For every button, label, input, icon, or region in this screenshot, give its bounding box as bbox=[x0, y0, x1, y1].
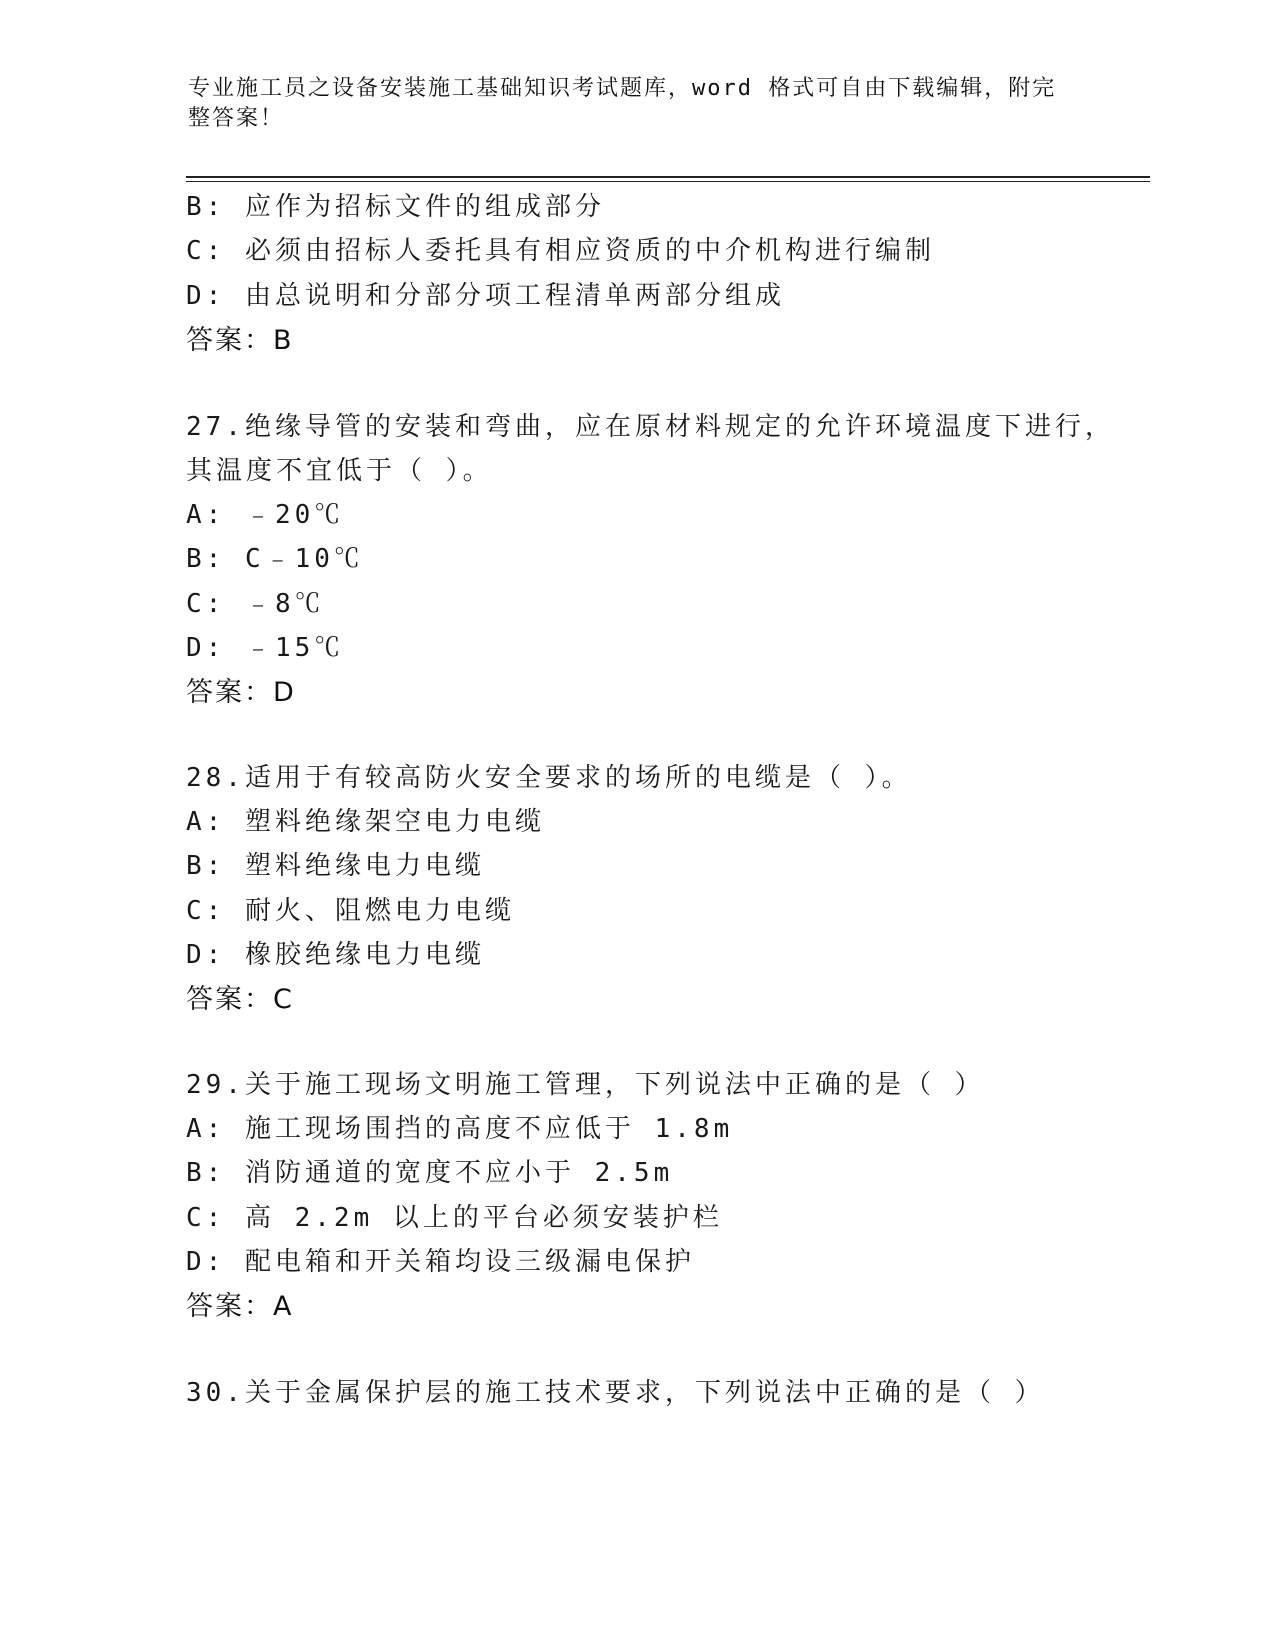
q27-stem-line1: 27.绝缘导管的安装和弯曲，应在原材料规定的允许环境温度下进行， bbox=[186, 412, 1115, 442]
q27-option-b: B: C﹣10℃ bbox=[186, 544, 364, 574]
q30-stem: 30.关于金属保护层的施工技术要求，下列说法中正确的是（ ） bbox=[186, 1378, 1045, 1408]
document-header: 专业施工员之设备安装施工基础知识考试题库，word 格式可自由下载编辑，附完整答案！ bbox=[188, 76, 1057, 131]
q27-stem-line2: 其温度不宜低于（ ）。 bbox=[186, 456, 493, 486]
q27-option-a: A: ﹣20℃ bbox=[186, 500, 345, 530]
q26-answer: 答案：B bbox=[186, 325, 294, 356]
q28-answer: 答案：C bbox=[186, 984, 294, 1015]
q29-option-c: C: 高 2.2m 以上的平台必须安装护栏 bbox=[186, 1203, 723, 1233]
q29-option-b: B: 消防通道的宽度不应小于 2.5m bbox=[186, 1158, 674, 1188]
q26-option-d: D: 由总说明和分部分项工程清单两部分组成 bbox=[186, 281, 785, 311]
q28-option-c: C: 耐火、阻燃电力电缆 bbox=[186, 896, 515, 926]
header-divider-thin bbox=[186, 181, 1150, 182]
q28-option-a: A: 塑料绝缘架空电力电缆 bbox=[186, 807, 545, 837]
q29-stem: 29.关于施工现场文明施工管理，下列说法中正确的是（ ） bbox=[186, 1070, 985, 1100]
q27-option-c: C: ﹣8℃ bbox=[186, 589, 325, 619]
q29-option-a: A: 施工现场围挡的高度不应低于 1.8m bbox=[186, 1114, 734, 1144]
q26-option-c: C: 必须由招标人委托具有相应资质的中介机构进行编制 bbox=[186, 236, 935, 266]
q27-option-d: D: ﹣15℃ bbox=[186, 633, 345, 663]
q28-option-b: B: 塑料绝缘电力电缆 bbox=[186, 851, 485, 881]
q27-answer: 答案：D bbox=[186, 677, 296, 708]
q26-option-b: B: 应作为招标文件的组成部分 bbox=[186, 192, 605, 222]
header-divider-thick bbox=[186, 176, 1150, 178]
q28-option-d: D: 橡胶绝缘电力电缆 bbox=[186, 940, 485, 970]
q28-stem: 28.适用于有较高防火安全要求的场所的电缆是（ ）。 bbox=[186, 763, 912, 793]
q29-answer: 答案：A bbox=[186, 1291, 294, 1322]
q29-option-d: D: 配电箱和开关箱均设三级漏电保护 bbox=[186, 1247, 695, 1277]
